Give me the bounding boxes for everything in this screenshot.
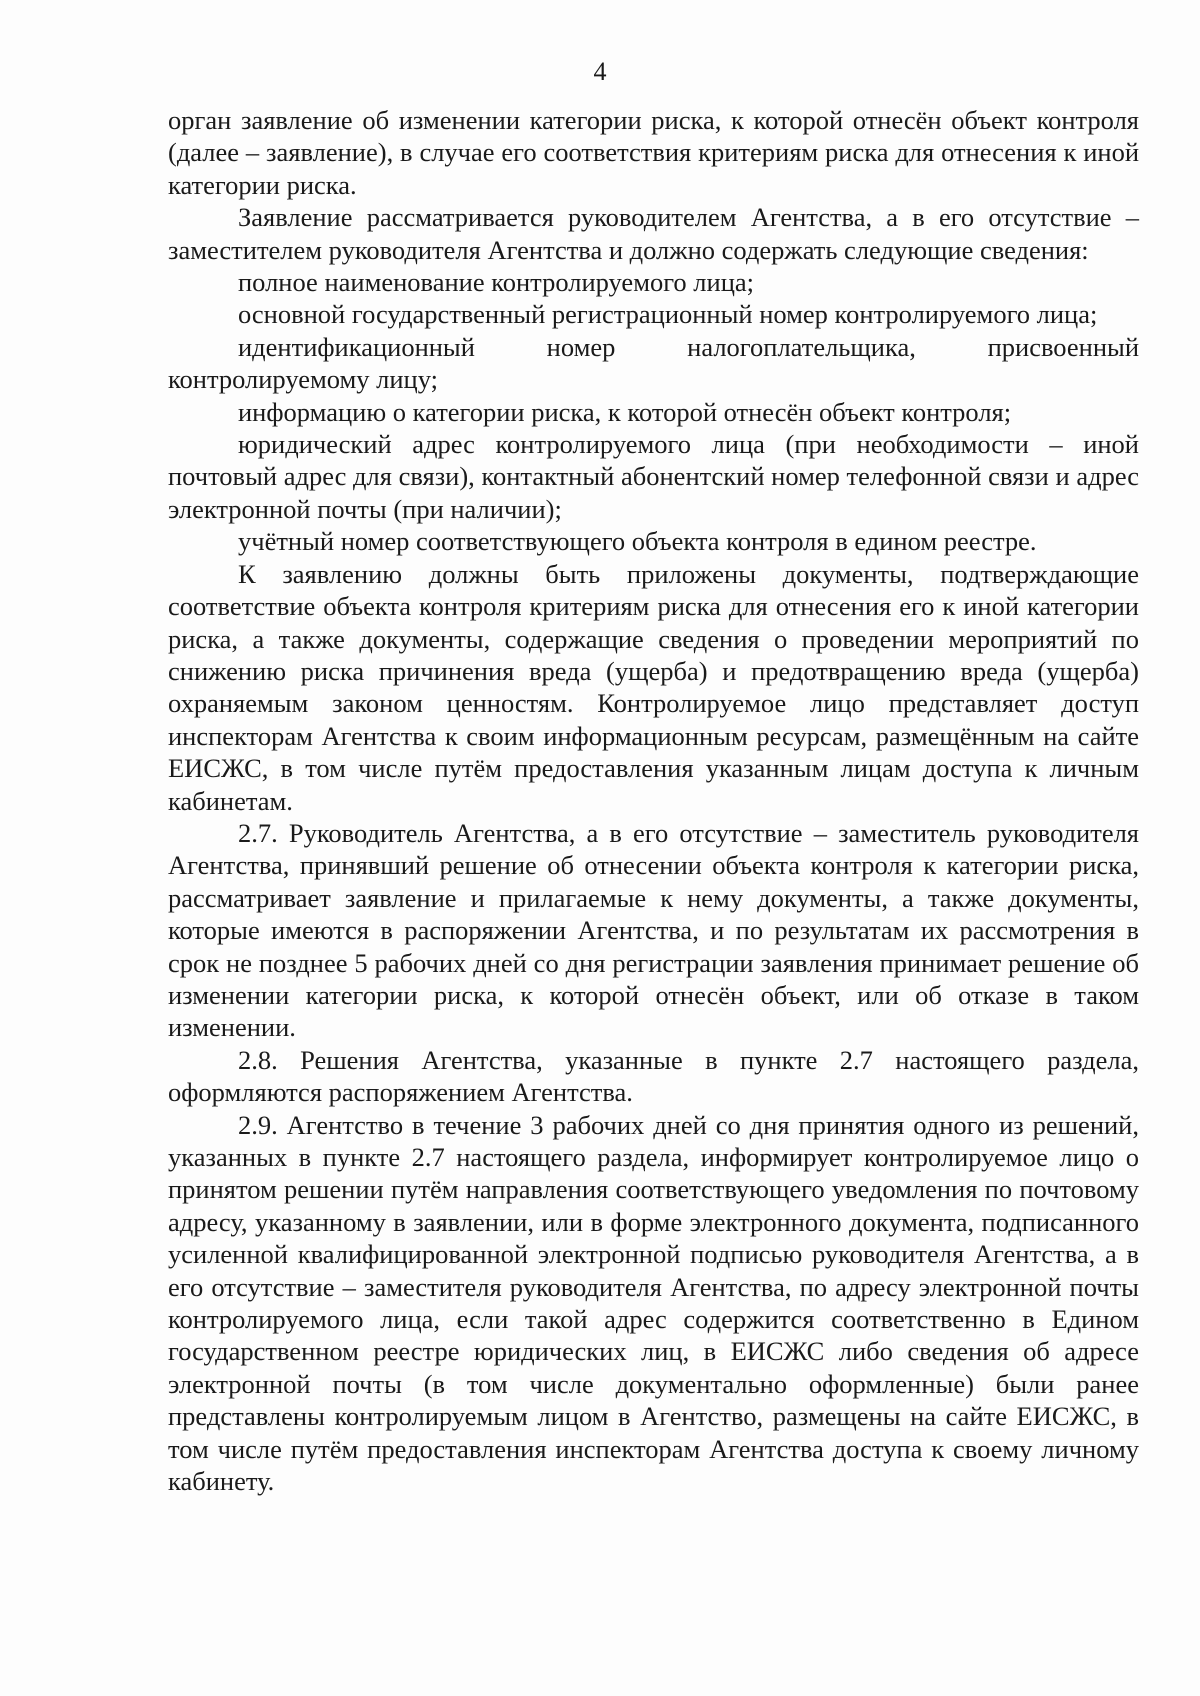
paragraph: основной государственный регистрационный номер контролируемого лица; (238, 299, 1098, 330)
paragraph: 2.9. Агентство в течение 3 рабочих дней со дня принятия одного из решений, указанных в пункте 2.7 настоящего раздела, информирует контролируемое лицо о принятом решении путём направления соответствующего уведомления по почтовому адресу, указанному в заявлении, или в форме электронного документа, подписанного усиленной квалифицированной электронной подписью руководителя Агентства, а в его отсутствие – заместителя руководителя Агентства, по адресу электронной почты контролируемого лица, если такой адрес содержится соответственно в Едином государственном реестре юридических лиц, в ЕИСЖС либо сведения об адресе электронной почты (в том числе документально оформленные) были ранее представлены контролируемым лицом в Агентство, размещены на сайте ЕИСЖС, в том числе путём предоставления инспекторам Агентства доступа к своему личному кабинету. (168, 1109, 1139, 1497)
paragraph: К заявлению должны быть приложены документы, подтверждающие соответствие объекта контроля критериям риска для отнесения его к иной категории риска, а также документы, содержащие сведения о проведении мероприятий по снижению риска причинения вреда (ущерба) и предотвращению вреда (ущерба) охраняемым законом ценностям. Контролируемое лицо представляет доступ инспекторам Агентства к своим информационным ресурсам, размещённым на сайте ЕИСЖС, в том числе путём предоставления указанным лицам доступа к личным кабинетам. (168, 558, 1139, 816)
paragraph: 2.7. Руководитель Агентства, а в его отсутствие – заместитель руководителя Агентства, принявший решение об отнесении объекта контроля к категории риска, рассматривает заявление и прилагаемые к нему документы, а также документы, которые имеются в распоряжении Агентства, и по результатам их рассмотрения в срок не позднее 5 рабочих дней со дня регистрации заявления принимает решение об изменении категории риска, к которой отнесён объект, или об отказе в таком изменении. (168, 817, 1139, 1043)
paragraph: полное наименование контролируемого лица; (238, 267, 755, 298)
paragraph: учётный номер соответствующего объекта контроля в едином реестре. (238, 526, 1037, 557)
paragraph: орган заявление об изменении категории риска, к которой отнесён объект контроля (далее – заявление), в случае его соответствия критериям риска для отнесения к иной категории риска. (168, 105, 1139, 200)
paragraph: юридический адрес контролируемого лица (при необходимости – иной почтовый адрес для связи), контактный абонентский номер телефонной связи и адрес электронной почты (при наличии); (168, 429, 1139, 524)
document-body (168, 104, 1139, 1497)
paragraph: Заявление рассматривается руководителем Агентства, а в его отсутствие – заместителем руководителя Агентства и должно содержать следующие сведения: (168, 202, 1139, 265)
page-number: 4 (593, 57, 607, 86)
paragraph: информацию о категории риска, к которой отнесён объект контроля; (238, 396, 1012, 427)
paragraph: идентификационный номер налогоплательщика, присвоенный контролируемому лицу; (168, 331, 1139, 395)
paragraph: 2.8. Решения Агентства, указанные в пункте 2.7 настоящего раздела, оформляются распоряжением Агентства. (168, 1044, 1139, 1108)
